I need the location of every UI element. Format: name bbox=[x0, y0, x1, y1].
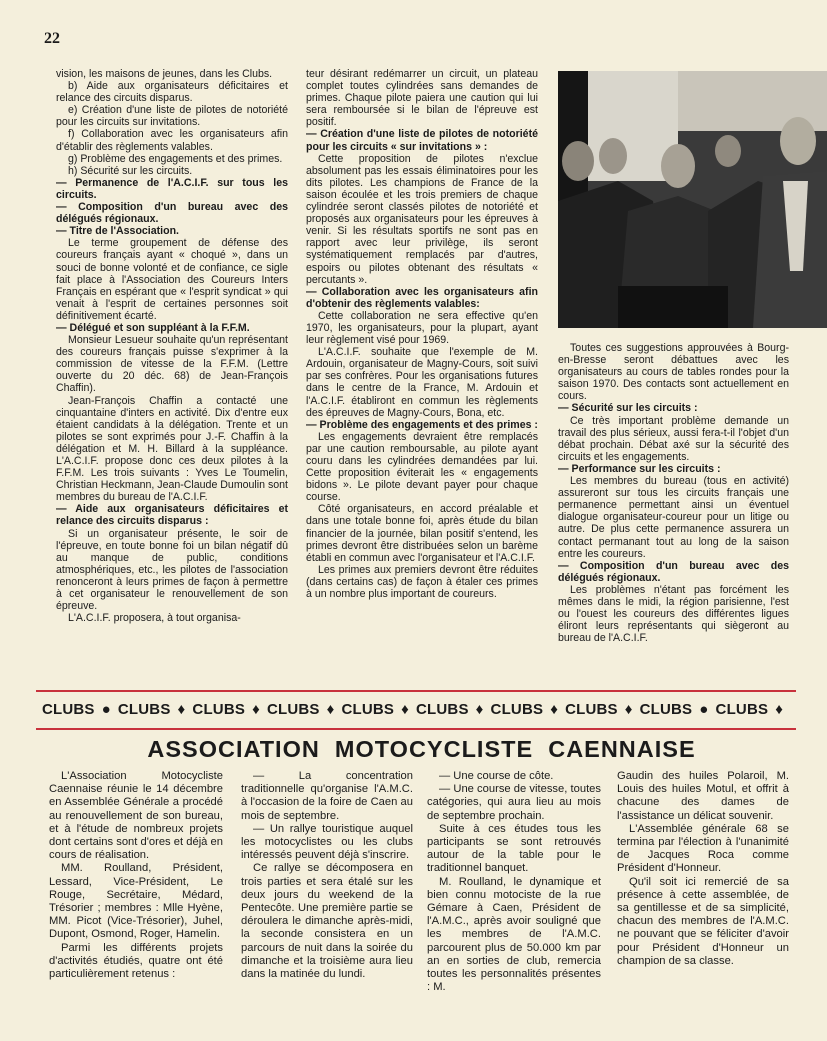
paragraph: — Une course de vitesse, toutes catégories, qui aura lieu au mois de septembre prochain. bbox=[427, 783, 601, 822]
section-heading: — Permanence de l'A.C.I.F. sur tous les circuits. bbox=[56, 176, 288, 201]
paragraph: M. Roulland, le dynamique et bien connu motociste de la rue Gémare à Caen, Président de l'A.M.C., après avoir souligné que les membres de l'A.M.C. parcourent plus de 50.000 km par an en sorties de club, remercia toutes les personnalités présentes : M. bbox=[427, 875, 601, 994]
section-heading: — Composition d'un bureau avec des délégués régionaux. bbox=[558, 559, 789, 584]
article-title: ASSOCIATION MOTOCYCLISTE CAENNAISE bbox=[147, 736, 696, 762]
paragraph: Suite à ces études tous les participants se sont retrouvés autour de la table pour le traditionnel banquet. bbox=[427, 822, 601, 875]
ribbon-word: CLUBS bbox=[341, 701, 395, 718]
section-heading: — Collaboration avec les organisateurs afin d'obtenir des règlements valables: bbox=[306, 285, 538, 310]
section-heading: — Délégué et son suppléant à la F.F.M. bbox=[56, 321, 250, 334]
paragraph: teur désirant redémarrer un circuit, un plateau complet toutes cylindrées sans demandes de primes. Chaque pilote paiera une caution qui lui sera remboursée si le bilan de l'épreuve est positif. bbox=[306, 68, 538, 129]
ribbon-word: CLUBS bbox=[490, 701, 544, 718]
ribbon-separator-icon: ♦ bbox=[326, 701, 335, 718]
paragraph: h) Sécurité sur les circuits. bbox=[68, 164, 193, 177]
ribbon-separator-icon: ♦ bbox=[550, 701, 559, 718]
paragraph: g) Problème des engagements et des primes. bbox=[68, 152, 283, 165]
ribbon-word: CLUBS bbox=[639, 701, 693, 718]
ribbon-separator-icon: ♦ bbox=[401, 701, 409, 718]
paragraph: Si un organisateur présente, le soir de l'épreuve, en toute bonne foi un bilan négatif dû au manque de public, conditions atmosphériques, etc., les pilotes de l'association renonceront à leurs primes de façon à permettre à cet organisateur le renouvellement de son épreuve. bbox=[56, 527, 288, 613]
club-article-column-4 bbox=[617, 770, 789, 968]
paragraph: L'Association Motocycliste Caennaise réunie le 14 décembre en Assemblée Générale a procédé au renouvellement de son bureau, et à l'étude de nombreux projets dont certains sont d'ores et déjà en cours de réalisation. bbox=[49, 770, 223, 862]
paragraph: Cette proposition de pilotes n'exclue absolument pas les essais éliminatoires pour les dits pilotes. Les champions de France de la saison écoulée et les trois premiers de chaque cylindrée seront classés pilotes de notoriété et proposés aux organisateurs pour les épreuves à venir. Si les résultats sportifs ne sont pas en rapport avec leur privilège, ils seront systématiquement remplacés par d'autres, espoirs ou pilotes obtenant des résultats « percutants ». bbox=[306, 152, 538, 286]
photo-riders-meeting-image bbox=[558, 71, 827, 328]
section-heading: — Composition d'un bureau avec des délégués régionaux. bbox=[56, 201, 288, 226]
paragraph: Cette collaboration ne sera effective qu'en 1970, les organisateurs, pour la plupart, ayant leur règlement visé pour 1969. bbox=[306, 309, 538, 347]
section-heading: — Aide aux organisateurs déficitaires et relance des circuits disparus : bbox=[56, 503, 288, 528]
club-article-column-1 bbox=[49, 770, 223, 981]
paragraph: Les membres du bureau (tous en activité) assureront sur tous les circuits français une permanence permettant ainsi un éventuel dialogue organisateur-coureur pour un litige ou autre. De plus cette permanence assurera un contact permanant tout au long de la saison entre les coureurs. bbox=[558, 475, 789, 560]
ribbon-word: CLUBS bbox=[416, 701, 469, 718]
paragraph: e) Création d'une liste de pilotes de notoriété pour les circuits sur invitations. bbox=[56, 104, 288, 129]
article-column-3 bbox=[558, 342, 789, 644]
section-heading: — Création d'une liste de pilotes de notoriété pour les circuits « sur invitations » : bbox=[306, 128, 538, 153]
section-heading: — Titre de l'Association. bbox=[56, 225, 180, 238]
paragraph: — Un rallye touristique auquel les motocyclistes ou les clubs intéressés peuvent déjà s'inscrire. bbox=[241, 822, 413, 862]
paragraph: — Une course de côte. bbox=[439, 770, 554, 782]
paragraph: Les primes aux premiers devront être réduites (dans certains cas) de façon à étaler ces primes à un nombre plus important de coureurs. bbox=[306, 563, 538, 601]
ribbon-word: CLUBS bbox=[117, 701, 171, 718]
paragraph: f) Collaboration avec les organisateurs afin d'établir des règlements valables. bbox=[56, 128, 288, 153]
paragraph: Côté organisateurs, en accord préalable et dans une totale bonne foi, après étude du bilan financier de la journée, bilan positif s'entend, les primes devront être distribuées selon un barème établi en commun avec l'organisateur et l'A.C.I.F. bbox=[306, 503, 538, 564]
ribbon-separator-icon: ● bbox=[699, 701, 709, 718]
ribbon-word: CLUBS bbox=[192, 701, 246, 718]
ribbon-separator-icon: ● bbox=[101, 701, 111, 718]
paragraph: Gaudin des huiles Polaroil, M. Louis des huiles Motul, et offrit à chacune des dames de l'assistance un délicat souvenir. bbox=[617, 770, 789, 822]
article-column-1 bbox=[56, 68, 288, 624]
paragraph: Ce rallye se décomposera en trois parties et sera étalé sur les deux jours du weekend de la Pentecôte. Une première partie se déroulera le dimanche après-midi, la seconde consistera en un parcours de nuit dans la soirée du dimanche et la troisième aura lieu dans la matinée du lundi. bbox=[241, 862, 413, 981]
section-heading: — Sécurité sur les circuits : bbox=[558, 402, 698, 415]
section-heading: — Performance sur les circuits : bbox=[558, 462, 721, 475]
page-number: 22 bbox=[44, 30, 60, 47]
paragraph: Toutes ces suggestions approuvées à Bourg-en-Bresse seront débattues avec les organisateurs au cours de tables rondes pour la saison 1970. Des contacts sont actuellement en cours. bbox=[558, 342, 789, 403]
ribbon-separator-icon: ♦ bbox=[252, 701, 260, 718]
ribbon-word: CLUBS bbox=[266, 701, 320, 718]
paragraph: L'Assemblée générale 68 se termina par l'élection à l'unanimité de Jacques Roca comme Président d'Honneur. bbox=[617, 822, 789, 875]
article-column-2 bbox=[306, 68, 538, 600]
paragraph: Ce très important problème demande un travail des plus sérieux, aussi fera-t-il l'objet d'un débat prochain. Débat axé sur la sécurité des circuits et les engagements. bbox=[558, 414, 789, 463]
paragraph: L'A.C.I.F. souhaite que l'exemple de M. Ardouin, organisateur de Magny-Cours, soit suivi par ses confrères. Pour les organisations futures dans le centre de la France, M. Ardouin et l'A.C.I.F. établiront en commun les règlements des épreuves de Magny-Cours, Bona, etc. bbox=[306, 346, 538, 419]
ribbon-separator-icon: ♦ bbox=[624, 701, 633, 718]
paragraph: Qu'il soit ici remercié de sa présence à cette assemblée, de sa gentillesse et de sa simplicité, chacun des membres de l'A.M.C. ne pouvant que se féliciter d'avoir pour Président d'Honneur un champion de sa classe. bbox=[617, 875, 789, 967]
club-article-column-3 bbox=[427, 770, 601, 994]
paragraph: Les problèmes n'étant pas forcément les mêmes dans le midi, la région parisienne, l'est ou l'ouest les coureurs des différentes ligues éliront leurs représentants qui siègeront au bureau de l'A.C.I.F. bbox=[558, 583, 789, 645]
paragraph: b) Aide aux organisateurs déficitaires et relance des circuits disparus. bbox=[56, 80, 288, 105]
ribbon-word: CLUBS bbox=[565, 701, 618, 718]
section-heading: — Problème des engagements et des primes : bbox=[306, 418, 538, 431]
paragraph: Parmi les différents projets d'activités étudiés, quatre ont été particulièrement retenus : bbox=[49, 941, 223, 981]
ribbon-separator-icon: ♦ bbox=[177, 701, 186, 718]
clubs-ribbon-text bbox=[36, 701, 796, 718]
meeting-photo bbox=[558, 71, 827, 328]
ribbon-word: CLUBS bbox=[715, 701, 769, 718]
paragraph: vision, les maisons de jeunes, dans les Clubs. bbox=[56, 68, 273, 80]
ribbon-separator-icon: ♦ bbox=[775, 701, 784, 718]
paragraph: Le terme groupement de défense des coureurs français ayant « choqué », dans un souci de bonne volonté et de confiance, ce sigle fait place à l'Association des Coureurs Inters Français en espérant que « l'esprit syndicat » qui venait à l'esprit de certaines personnes soit définitivement écarté. bbox=[56, 237, 288, 322]
club-article-column-2 bbox=[241, 770, 413, 981]
clubs-ribbon bbox=[36, 690, 796, 730]
paragraph: Jean-François Chaffin a contacté une cinquantaine d'inters en activité. Dix d'entre eux étaient candidats à la délégation. Trente et un pilotes se sont exprimés pour J.-F. Chaffin à la délégation et M. H. Billard à la suppléance. L'A.C.I.F. propose donc ces deux pilotes à la F.F.M. Les trois suivants : Yves Le Toumelin, Christian Heckmann, Jean-Claude Dumoulin sont membres du bureau de l'A.C.I.F. bbox=[56, 394, 288, 504]
paragraph: MM. Roulland, Président, Lessard, Vice-Président, Le Rouge, Secrétaire, Médard, Trésorier ; membres : Mlle Hyène, MM. Picot (Vice-Trésorier), Juhel, Dupont, Osmond, Roger, Hamelin. bbox=[49, 862, 223, 941]
paragraph: L'A.C.I.F. proposera, à tout organisa- bbox=[68, 612, 241, 625]
paragraph: Les engagements devraient être remplacés par une caution remboursable, au pilote ayant couru dans les cylindrées demandées par lui. Cette proposition éviterait les « engagements bidons ». Le pilote devant payer pour chaque course. bbox=[306, 430, 538, 504]
paragraph: Monsieur Lesueur souhaite qu'un représentant des coureurs français puisse s'exprimer à la commission de vitesse de la F.F.M. (Lettre ouverte du 20 déc. 68) de Jean-François Chaffin). bbox=[56, 334, 288, 395]
ribbon-word: CLUBS bbox=[41, 701, 95, 718]
ribbon-separator-icon: ♦ bbox=[475, 701, 484, 718]
paragraph: — La concentration traditionnelle qu'organise l'A.M.C. à l'occasion de la foire de Caen au mois de septembre. bbox=[241, 770, 413, 822]
